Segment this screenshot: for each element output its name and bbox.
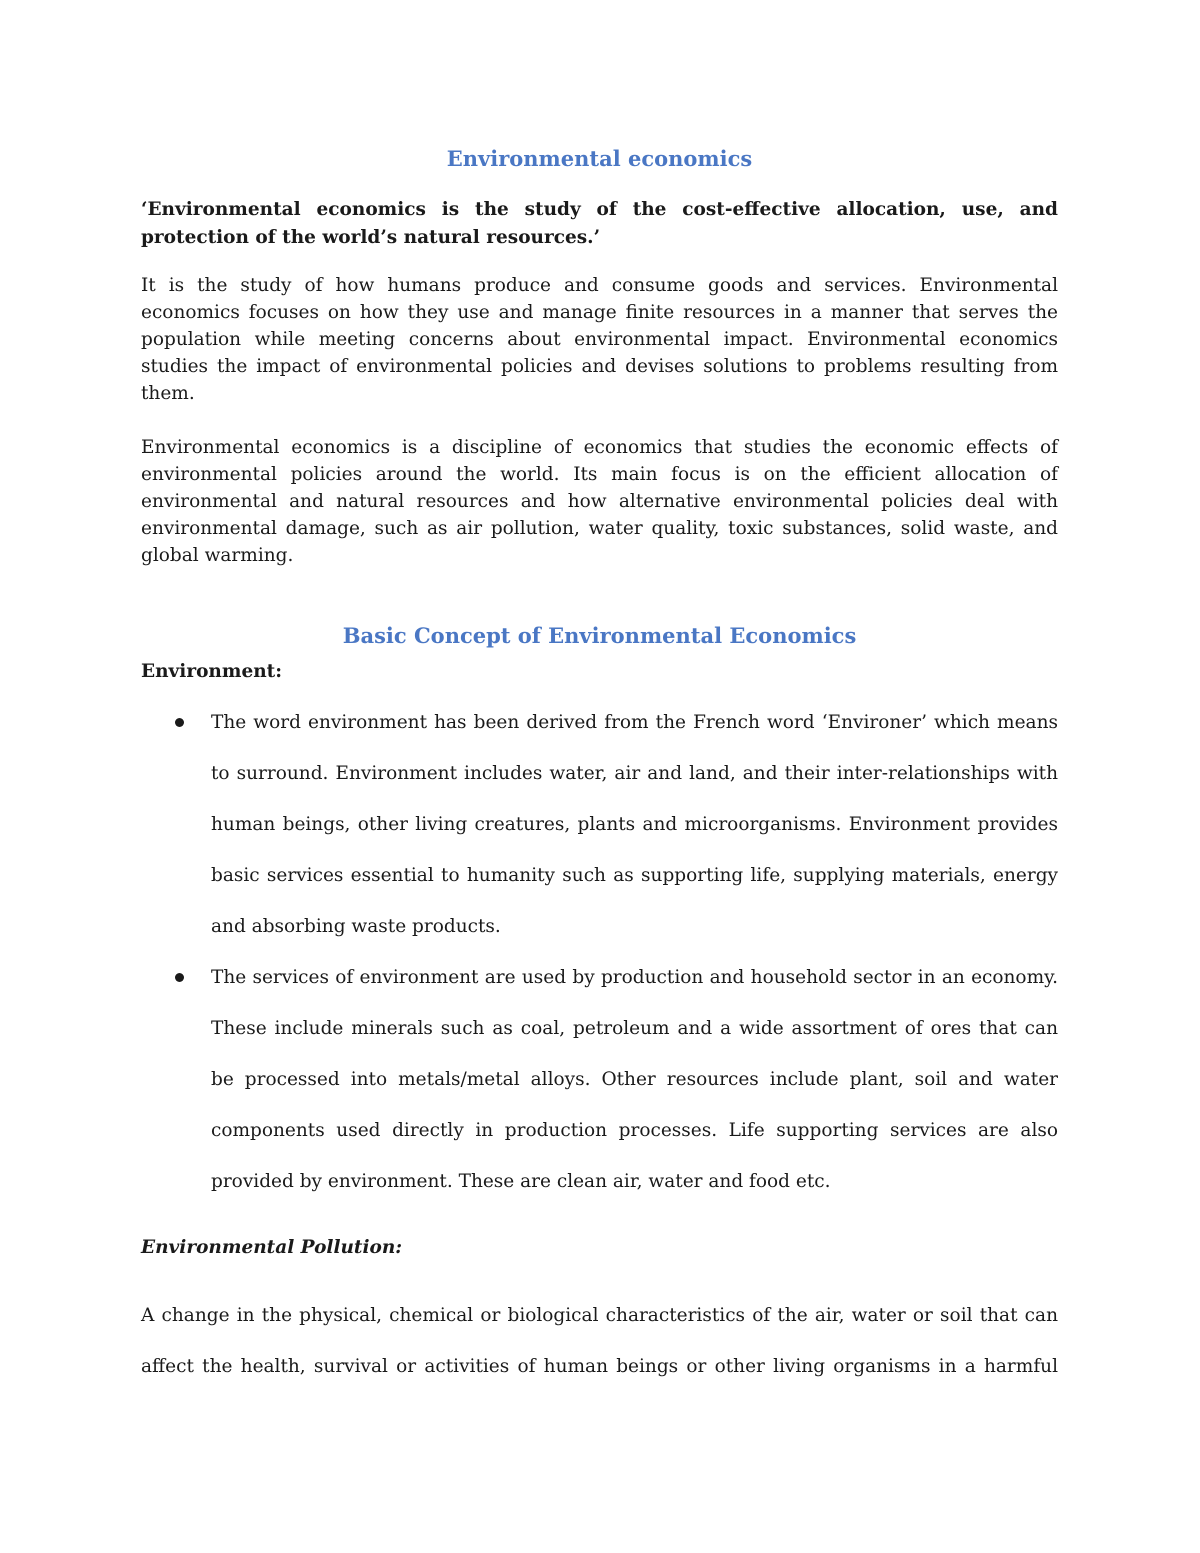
bullet-item (141, 697, 1058, 952)
document-page (141, 140, 1058, 1392)
intro-paragraph-1: It is the study of how humans produce and consume goods and services. Environmental economics focuses on how they use and manage finite resources in a manner that serves the population while meeting concerns about environmental impact. Environmental economics studies the impact of environmental policies and devises solutions to problems resulting from them. (141, 275, 1058, 404)
bullet-dot-icon (175, 973, 184, 982)
intro-paragraph-2: Environmental economics is a discipline of economics that studies the economic effects of environmental policies around the world. Its main focus is on the efficient allocation of environmental and natural resources and how alternative environmental policies deal with environmental damage, such as air pollution, water quality, toxic substances, solid waste, and global warming. (141, 437, 1058, 566)
environment-bullet-list (141, 697, 1058, 1207)
pollution-paragraph: A change in the physical, chemical or biological characteristics of the air, water or soil that can affect the health, survival or activities of human beings or other living organisms in a harmful (141, 1305, 1058, 1377)
pollution-heading: Environmental Pollution: (141, 1237, 403, 1258)
bullet-text: The word environment has been derived from the French word ‘Environer’ which means to surround. Environment includes water, air and land, and their inter-relationships with human beings, other living creatures, plants and microorganisms. Environment provides basic services essential to humanity such as supporting life, supplying materials, energy and absorbing waste products. (211, 712, 1058, 937)
bullet-item (141, 952, 1058, 1207)
bullet-dot-icon (175, 718, 184, 727)
bullet-text: The services of environment are used by production and household sector in an economy. These include minerals such as coal, petroleum and a wide assortment of ores that can be processed into metals/metal alloys. Other resources include plant, soil and water components used directly in production processes. Life supporting services are also provided by environment. These are clean air, water and food etc. (211, 967, 1058, 1192)
section-heading: Basic Concept of Environmental Economics (342, 623, 857, 648)
document-title: Environmental economics (446, 146, 753, 171)
environment-heading: Environment: (141, 661, 283, 682)
definition-quote: ‘Environmental economics is the study of the cost-effective allocation, use, and protection of the world’s natural resources.’ (141, 199, 1058, 248)
